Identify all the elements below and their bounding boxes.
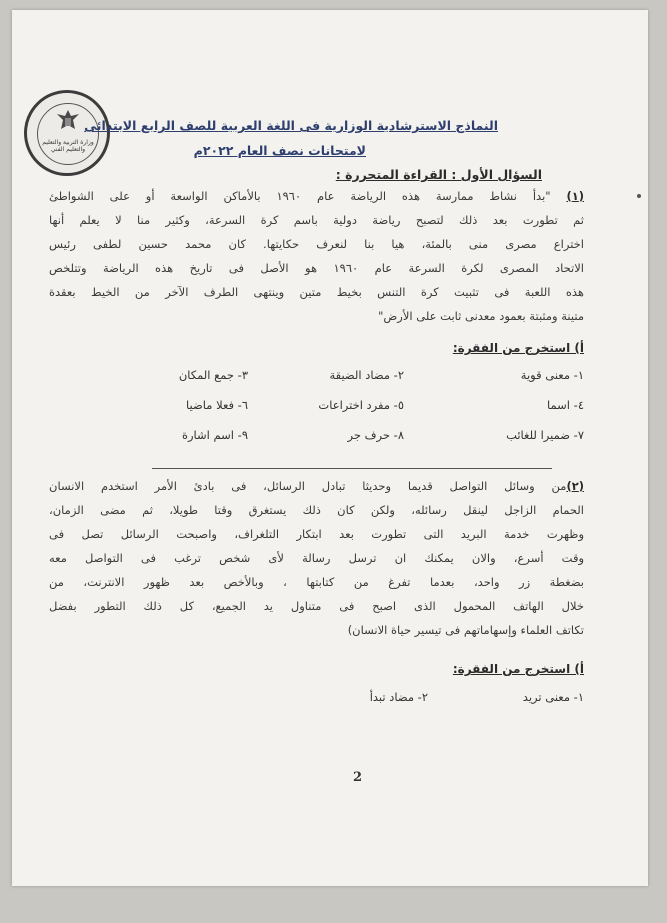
paragraph-number: (٢) xyxy=(566,479,584,493)
extract-item: ٨- حرف جر xyxy=(347,428,404,442)
extract-item: ٢- مضاد الضيقة xyxy=(329,368,404,382)
paragraph-line: بضغطة زر واحد، بعدما تفرغ من كتابتها ، وبالأخص بعد ظهور الانترنت، من xyxy=(49,575,584,589)
paragraph-line: وقت أسرع، والان يمكنك ان ترسل رسالة لأى شخص ترغب فى التواصل معه xyxy=(49,551,584,565)
ministry-logo xyxy=(24,90,110,176)
extract-item: ٦- فعلا ماضيا xyxy=(186,398,248,412)
extract-item: ٩- اسم اشارة xyxy=(181,428,248,442)
extract-item: ٣- جمع المكان xyxy=(178,368,248,382)
question2-extract-heading: أ) استخرج من الفقرة: xyxy=(452,662,584,676)
question1-heading: السؤال الأول : القراءة المتحررة : xyxy=(335,167,542,182)
page-number: 2 xyxy=(353,770,363,785)
logo-caption: وزارة التربية والتعليم والتعليم الفني xyxy=(42,139,94,153)
paragraph-line: تكاتف العلماء وإسهاماتهم فى تيسير حياة الانسان) xyxy=(347,623,584,637)
extract-item: ٥- مفرد اختراعات xyxy=(318,398,404,412)
question2-paragraph xyxy=(49,474,584,642)
paragraph-line: خلال الهاتف المحمول الذى اصبح فى متناول يد الجميع، كل ذلك التطور بفضل xyxy=(49,599,584,613)
paragraph-line: الحمام الزاجل لينقل رسائله، ولكن كان ذلك يستغرق وقتا طويلا، ثم مضى الزمان، xyxy=(49,503,584,517)
extract-item: ٤- اسما xyxy=(547,398,584,412)
section-divider xyxy=(152,468,552,469)
margin-mark xyxy=(637,194,641,198)
question1-paragraph xyxy=(49,184,584,328)
extract-item: ٢- مضاد تبدأ xyxy=(369,690,428,704)
page-title: النماذج الاسترشادية الوزارية فى اللغة العربية للصف الرابع الابتدائى xyxy=(84,118,498,133)
page-subtitle: لامتحانات نصف العام ٢٠٢٢م xyxy=(193,143,366,158)
extract-item: ٧- ضميرا للغائب xyxy=(506,428,584,442)
paragraph-line: هذه اللعبة فى تثبيت كرة التنس بخيط متين وينتهى الطرف الآخر من الخيط بعقدة xyxy=(49,285,584,299)
document-page xyxy=(12,10,648,886)
extract-item: ١- معنى قوية xyxy=(520,368,584,382)
paragraph-line: (٢)من وسائل التواصل قديما وحديثا تبادل الرسائل، فى بادئ الأمر استخدم الانسان xyxy=(49,479,584,493)
paragraph-line: متينة ومثبتة بعمود معدنى ثابت على الأرض" xyxy=(378,309,584,323)
paragraph-line: اختراع مصرى منى بالمئة، هيا بنا لنعرف حكايتها. كان محمد حسين لطفى رئيس xyxy=(49,237,584,251)
paragraph-number: (١) xyxy=(566,189,584,203)
extract-item: ١- معنى تريد xyxy=(522,690,584,704)
paragraph-line: (١) "بدأ نشاط ممارسة هذه الرياضة عام ١٩٦٠ بالأماكن الواسعة أو على الشواطئ xyxy=(49,189,584,203)
paragraph-line: وظهرت خدمة البريد التى تطورت بعد ابتكار التلغراف، واصبحت الرسائل تصل فى xyxy=(49,527,584,541)
question1-extract-heading: أ) استخرج من الفقرة: xyxy=(452,341,584,355)
eagle-emblem-icon xyxy=(53,107,83,137)
paragraph-line: ثم تطورت بعد ذلك لتصبح رياضة دولية باسم كرة السرعة، وكثير منا لا يعلم أنها xyxy=(49,213,584,227)
paragraph-line: الاتحاد المصرى لكرة السرعة عام ١٩٦٠ هو الأصل فى تاريخ هذه الرياضة وتتلخص xyxy=(49,261,584,275)
